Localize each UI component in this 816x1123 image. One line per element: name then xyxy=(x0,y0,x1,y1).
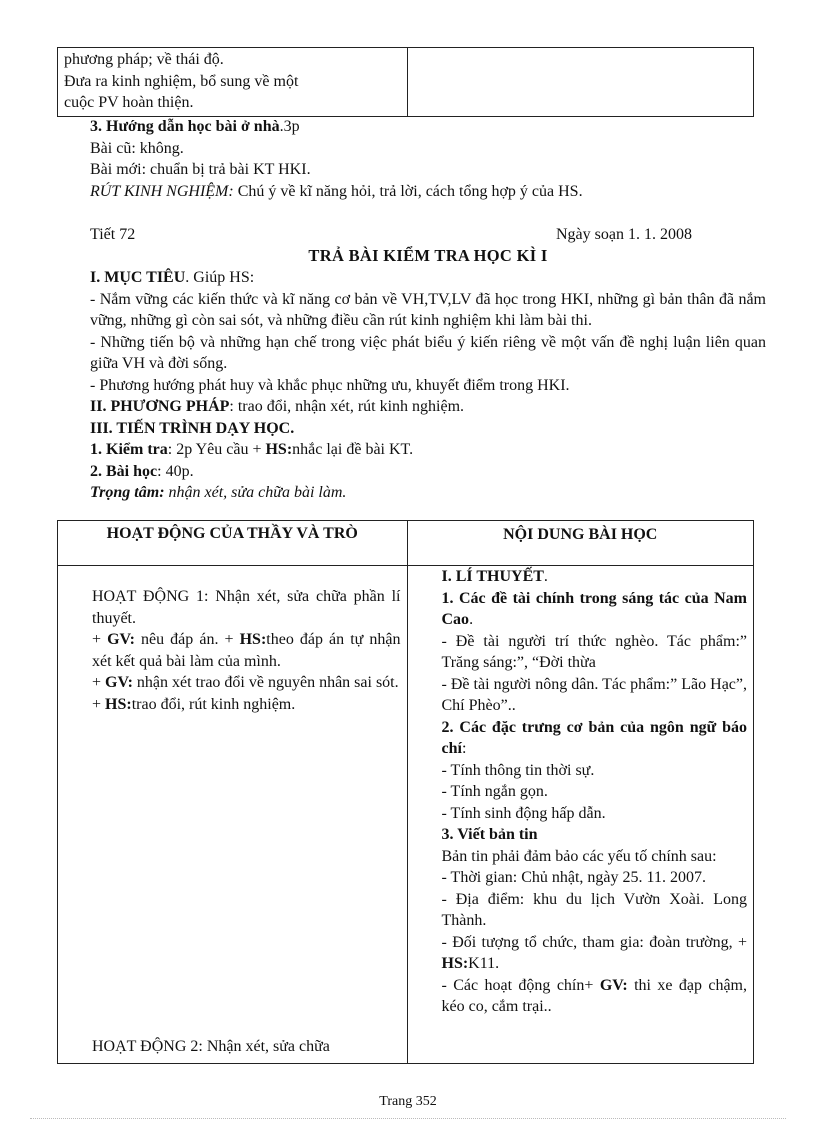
objectives-section xyxy=(90,267,766,504)
item-3-activities xyxy=(442,975,748,1018)
activity-1: HOẠT ĐỘNG 1: Nhận xét, sửa chữa phần lí thuyết. xyxy=(92,588,401,627)
hs1-text: theo đáp án tự nhận xét kết quả bài làm của mình. xyxy=(92,631,401,670)
item-1-dot: . xyxy=(469,611,474,628)
gv2-prefix: + xyxy=(92,674,106,691)
activities-cell xyxy=(58,566,408,1064)
page-number: Trang 352 xyxy=(379,1094,437,1109)
hs-line-2 xyxy=(92,694,401,716)
top-line-1: phương pháp; về thái độ. xyxy=(64,51,224,68)
item-3-target-a: - Đối tượng tổ chức, tham gia: đoàn trường, + xyxy=(441,933,747,951)
item-2-line-2: - Tính ngắn gọn. xyxy=(441,783,548,800)
item-3-act-b: thi xe đạp chậm, kéo co, cắm trại.. xyxy=(441,976,747,1015)
check-label: 1. Kiểm tra xyxy=(90,441,168,458)
item-2-line-3: - Tính sinh động hấp dẫn. xyxy=(441,804,606,822)
objectives-heading: I. MỤC TIÊU xyxy=(90,269,186,286)
gv2-text: nhận xét trao đổi về nguyên nhân sai sót. xyxy=(132,674,399,691)
top-line-2: Đưa ra kinh nghiệm, bổ sung về một xyxy=(64,72,299,90)
top-table-left-cell xyxy=(58,48,408,117)
item-3-line-3: - Địa điểm: khu du lịch Vườn Xoài. Long Thành. xyxy=(441,890,747,929)
item-3-act-a: - Các hoạt động chín+ xyxy=(441,976,600,994)
old-lesson: Bài cũ: không. xyxy=(90,139,184,157)
item-3-hs-label: HS: xyxy=(441,955,469,972)
objective-item-1: - Nắm vững các kiến thức và kĩ năng cơ bản về VH,TV,LV đã học trong HKI, những gì bản thân đã nắm vững, những gì còn sai sót, và những điều cần rút kinh nghiệm khi làm bài thi. xyxy=(90,290,766,329)
check-hs: HS: xyxy=(265,441,293,458)
hs-label-1: HS: xyxy=(239,631,267,648)
item-1-heading xyxy=(442,588,748,631)
check-text-a: : 2p Yêu cầu + xyxy=(167,441,266,458)
item-1-line-1: - Đề tài người trí thức nghèo. Tác phẩm:” Trăng sáng:”, “Đời thừa xyxy=(441,632,747,671)
rkn-label: RÚT KINH NGHIỆM: xyxy=(90,182,234,200)
item-3-target-b: K11. xyxy=(468,955,500,972)
header-left: HOẠT ĐỘNG CỦA THẦY VÀ TRÒ xyxy=(58,521,408,566)
main-table-header-row xyxy=(58,521,754,566)
top-table xyxy=(57,47,754,117)
objective-item-3: - Phương hướng phát huy và khắc phục những ưu, khuyết điểm trong HKI. xyxy=(90,376,570,394)
homework-duration: .3p xyxy=(279,118,300,135)
item-3-line-1: Bản tin phải đảm bảo các yếu tố chính sau: xyxy=(441,847,717,865)
item-1-line-2: - Đề tài người nông dân. Tác phẩm:” Lão Hạc”, Chí Phèo”.. xyxy=(441,675,747,714)
focus-label: Trọng tâm: xyxy=(90,484,165,501)
rkn-text: Chú ý về kĩ năng hỏi, trả lời, cách tổng hợp ý của HS. xyxy=(233,182,583,200)
item-2-line-1: - Tính thông tin thời sự. xyxy=(441,761,595,779)
item-3-title: 3. Viết bản tin xyxy=(441,826,538,843)
homework-title: 3. Hướng dẫn học bài ở nhà xyxy=(90,118,280,135)
section-theory xyxy=(442,566,748,588)
item-2-colon: : xyxy=(461,740,467,757)
homework-heading xyxy=(90,116,760,138)
lesson-text: : 40p. xyxy=(157,462,194,480)
main-table-body-row xyxy=(58,566,754,1064)
lesson-line xyxy=(90,461,766,483)
item-3-line-2: - Thời gian: Chủ nhật, ngày 25. 11. 2007. xyxy=(441,869,706,886)
check-line xyxy=(90,439,766,461)
new-lesson: Bài mới: chuẩn bị trả bài KT HKI. xyxy=(90,161,311,178)
top-line-3: cuộc PV hoàn thiện. xyxy=(64,94,194,111)
gv-line-1 xyxy=(92,629,401,672)
period-label: Tiết 72 xyxy=(90,226,136,243)
hs-label-2: HS: xyxy=(105,695,132,713)
header-right: NỘI DUNG BÀI HỌC xyxy=(407,521,754,566)
gv-label-1: GV: xyxy=(107,631,135,648)
gv-label-2: GV: xyxy=(105,674,133,691)
item-2-title: 2. Các đặc trưng cơ bản của ngôn ngữ báo chí xyxy=(441,718,747,757)
item-3-target xyxy=(442,932,748,975)
rkn-line xyxy=(90,181,760,203)
top-table-right-cell xyxy=(407,48,753,117)
focus-text: nhận xét, sửa chữa bài làm. xyxy=(164,484,347,501)
section-theory-title: I. LÍ THUYẾT xyxy=(441,568,544,585)
footer-divider xyxy=(30,1118,786,1119)
homework-section xyxy=(90,116,760,202)
content-cell xyxy=(407,566,754,1064)
gv1-prefix: + xyxy=(92,631,108,648)
process-heading: III. TIẾN TRÌNH DẠY HỌC. xyxy=(90,419,295,437)
gv-line-2 xyxy=(92,672,401,694)
hs2-prefix: + xyxy=(92,695,106,713)
activity-2: HOẠT ĐỘNG 2: Nhận xét, sửa chữa xyxy=(92,1038,330,1055)
lesson-label: 2. Bài học xyxy=(90,462,158,480)
main-table xyxy=(57,520,754,1064)
item-1-title: 1. Các đề tài chính trong sáng tác của Nam Cao xyxy=(441,589,747,628)
item-3-gv-label: GV: xyxy=(599,976,628,994)
objectives-intro: . Giúp HS: xyxy=(185,269,255,286)
check-text-b: nhắc lại đề bài KT. xyxy=(292,441,414,458)
method-line xyxy=(90,396,766,418)
item-2-heading xyxy=(442,717,748,760)
section-theory-dot: . xyxy=(543,568,548,585)
prep-date: Ngày soạn 1. 1. 2008 xyxy=(556,226,692,243)
focus-line xyxy=(90,482,766,504)
objective-item-2: - Những tiến bộ và những hạn chế trong việc phát biểu ý kiến riêng về một vấn đề nghị luận liên quan giữa VH và đời sống. xyxy=(90,333,766,372)
method-heading: II. PHƯƠNG PHÁP xyxy=(90,398,230,415)
lesson-title: TRẢ BÀI KIỂM TRA HỌC KÌ I xyxy=(308,246,548,265)
method-text: : trao đổi, nhận xét, rút kinh nghiệm. xyxy=(229,398,465,415)
objectives-heading-line xyxy=(90,267,766,289)
gv1-text: nêu đáp án. + xyxy=(134,631,240,648)
hs2-text: trao đổi, rút kinh nghiệm. xyxy=(131,695,296,713)
